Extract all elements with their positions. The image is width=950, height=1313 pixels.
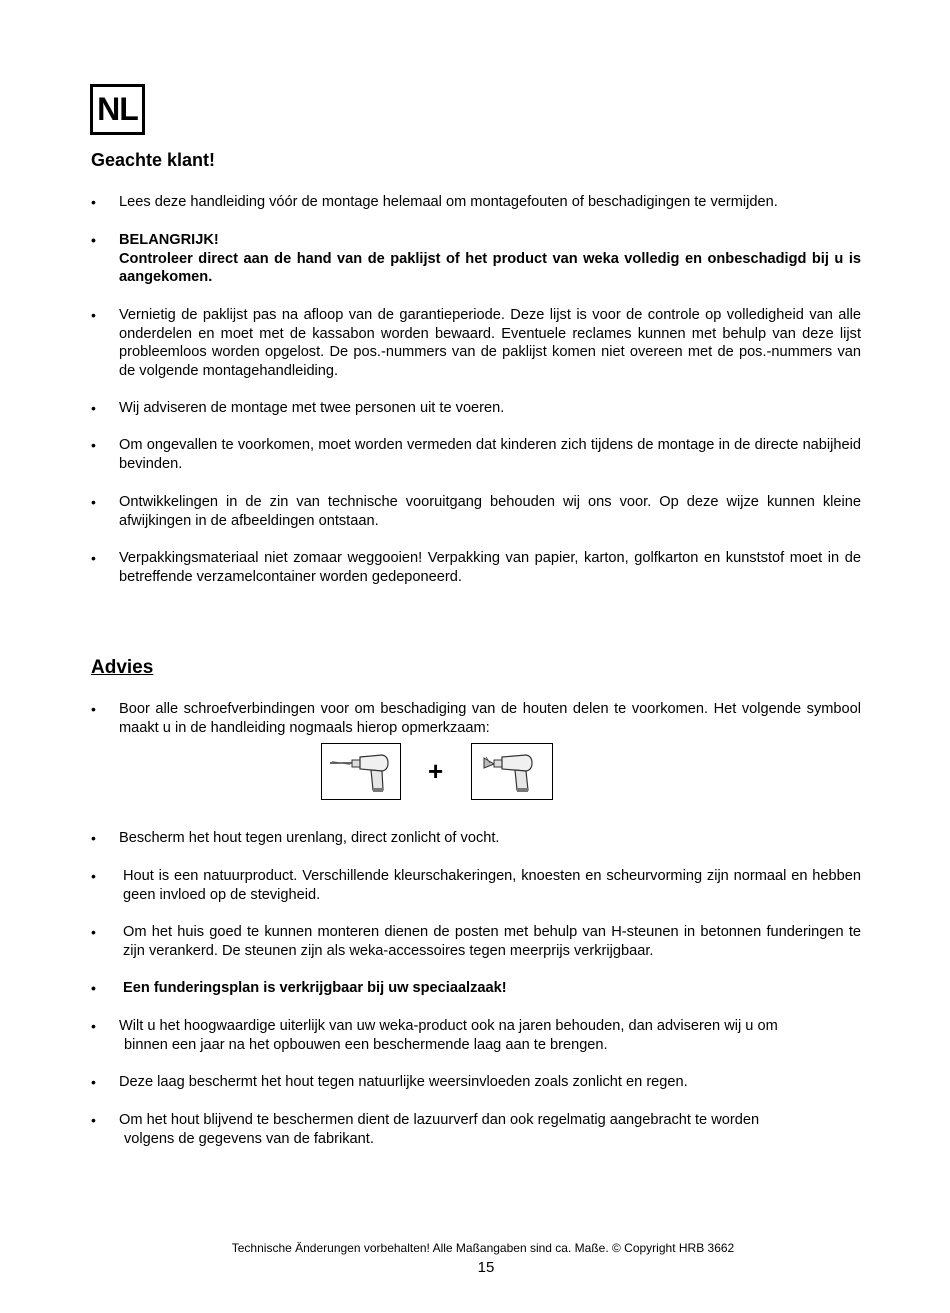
bullet-icon: • bbox=[91, 194, 96, 210]
list-item: • Ontwikkelingen in de zin van technische vooruitgang behouden wij ons voor. Op deze wijze kunnen kleine afwijkingen in de afbeeldingen ontstaan. bbox=[91, 494, 861, 529]
bullet-icon: • bbox=[91, 437, 96, 453]
bullet-icon: • bbox=[91, 232, 96, 248]
bullet-icon: • bbox=[91, 868, 96, 884]
bullet-icon: • bbox=[91, 494, 96, 510]
bullet-icon: • bbox=[91, 924, 96, 940]
bullet-icon: • bbox=[91, 307, 96, 323]
important-text: Controleer direct aan de hand van de paklijst of het product van weka volledig en onbeschadigd bij u is aangekomen. bbox=[119, 250, 861, 285]
list-item: • Een funderingsplan is verkrijgbaar bij uw speciaalzaak! bbox=[91, 980, 507, 996]
footer-notice: Technische Änderungen vorbehalten! Alle Maßangaben sind ca. Maße. © Copyright HRB 3662 bbox=[231, 1241, 735, 1255]
list-item: • Vernietig de paklijst pas na afloop van de garantieperiode. Deze lijst is voor de controle op volledigheid van alle onderdelen en moet met de kassabon worden bewaard. Eventuele reclames kunnen met behulp van deze lijst probleemloos worden opgelost. De pos.-nummers van de paklijst komen niet overeen met de pos.-nummers van de volgende montagehandleiding. bbox=[91, 307, 861, 379]
bullet-icon: • bbox=[91, 701, 96, 717]
list-item: • Om het huis goed te kunnen monteren dienen de posten met behulp van H-steunen in betonnen funderingen te zijn verankerd. De steunen zijn als weka-accessoires tegen meerprijs verkrijgbaar. bbox=[91, 924, 861, 959]
bullet-icon: • bbox=[91, 1074, 96, 1090]
drill-icon bbox=[322, 744, 400, 799]
advice-heading: Advies bbox=[91, 657, 154, 678]
list-item bbox=[91, 231, 861, 287]
list-item: • Hout is een natuurproduct. Verschillende kleurschakeringen, knoesten en scheurvorming zijn normaal en hebben geen invloed op de stevigheid. bbox=[91, 868, 861, 903]
page-number: 15 bbox=[477, 1259, 495, 1276]
list-item: • Wilt u het hoogwaardige uiterlijk van uw weka-product ook na jaren behouden, dan adviseren wij u om binnen een jaar na het opbouwen een beschermende laag aan te brengen. bbox=[91, 1018, 778, 1053]
bullet-icon: • bbox=[91, 550, 96, 566]
bullet-icon: • bbox=[91, 400, 96, 416]
plus-symbol: + bbox=[428, 756, 444, 786]
drill-bit-symbol-box bbox=[321, 743, 401, 800]
list-item: • Om ongevallen te voorkomen, moet worden vermeden dat kinderen zich tijdens de montage in de directe nabijheid bevinden. bbox=[91, 437, 861, 472]
list-item: • Om het hout blijvend te beschermen dient de lazuurverf dan ook regelmatig aangebracht te worden volgens de gegevens van de fabrikant. bbox=[91, 1112, 760, 1147]
language-badge: NL bbox=[90, 84, 145, 135]
list-item: • Bescherm het hout tegen urenlang, direct zonlicht of vocht. bbox=[91, 830, 500, 846]
list-item: • Boor alle schroefverbindingen voor om beschadiging van de houten delen te voorkomen. Het volgende symbool maakt u in de handleiding nogmaals hierop opmerkzaam: bbox=[91, 701, 861, 736]
bullet-icon: • bbox=[91, 1112, 96, 1128]
list-item: • Lees deze handleiding vóór de montage helemaal om montagefouten of beschadigingen te vermijden. bbox=[91, 194, 778, 210]
bullet-icon: • bbox=[91, 830, 96, 846]
predrill-symbol bbox=[321, 743, 553, 803]
list-item: • Verpakkingsmateriaal niet zomaar weggooien! Verpakking van papier, karton, golfkarton en kunststof moet in de betreffende verzamelcontainer worden gedeponeerd. bbox=[91, 550, 861, 585]
bullet-icon: • bbox=[91, 980, 96, 996]
important-label: BELANGRIJK! bbox=[119, 232, 219, 248]
bullet-icon: • bbox=[91, 1018, 96, 1034]
greeting-heading: Geachte klant! bbox=[91, 150, 216, 170]
list-item: • Wij adviseren de montage met twee personen uit te voeren. bbox=[91, 400, 505, 416]
list-item: • Deze laag beschermt het hout tegen natuurlijke weersinvloeden zoals zonlicht en regen. bbox=[91, 1074, 688, 1090]
drill-icon bbox=[472, 744, 552, 799]
drill-countersink-symbol-box bbox=[471, 743, 553, 800]
